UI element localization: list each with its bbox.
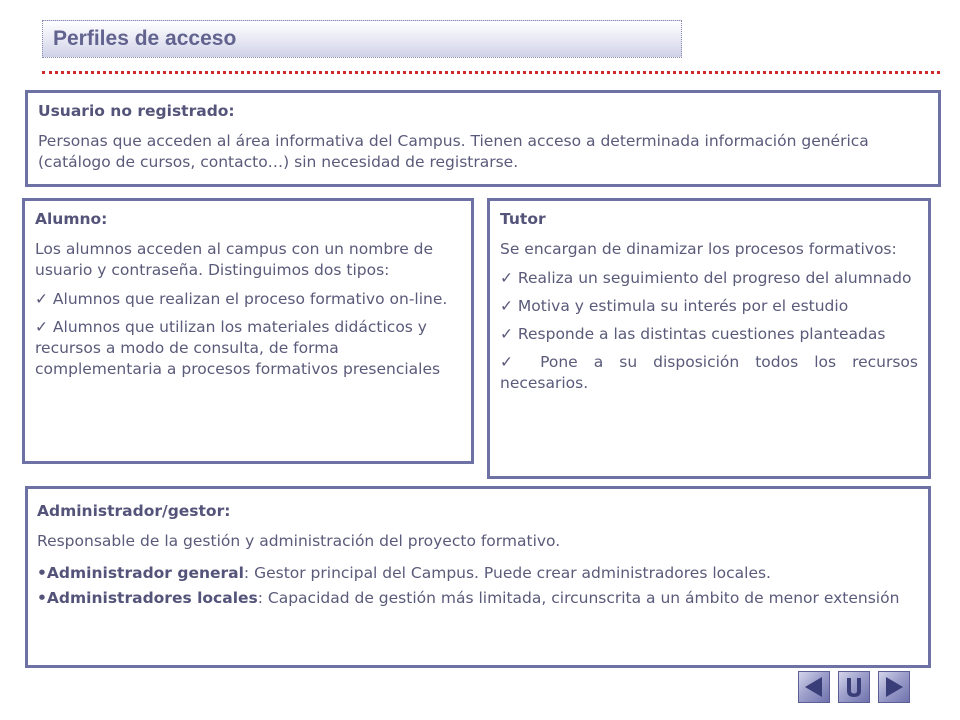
alumno-intro: Los alumnos acceden al campus con un nombre de usuario y contraseña. Distinguimos dos tipos: <box>35 240 434 279</box>
title-bar <box>42 20 682 58</box>
previous-button[interactable] <box>798 671 830 703</box>
admin-item-desc: : Capacidad de gestión más limitada, circunscrita a un ámbito de menor extensión <box>257 589 900 607</box>
usuario-heading: Usuario no registrado: <box>38 102 235 120</box>
triangle-right-icon <box>879 672 909 702</box>
bullet-dot: • <box>37 589 47 607</box>
alumno-heading: Alumno: <box>35 210 108 228</box>
title-divider <box>42 71 940 74</box>
admin-item-term: Administrador general <box>46 564 244 582</box>
triangle-left-icon <box>799 672 829 702</box>
home-button[interactable] <box>838 671 870 703</box>
alumno-item: ✓ Alumnos que utilizan los materiales didácticos y recursos a modo de consulta, de forma complementaria a procesos formativos presenciales <box>35 318 441 378</box>
admin-item-general <box>37 563 919 584</box>
home-u-icon <box>839 672 869 702</box>
tutor-item: ✓ Realiza un seguimiento del progreso del alumnado <box>500 269 912 287</box>
admin-item-term: Administradores locales <box>46 589 258 607</box>
tutor-item: ✓ Responde a las distintas cuestiones planteadas <box>500 325 886 343</box>
alumno-box <box>22 198 474 464</box>
admin-item-desc: : Gestor principal del Campus. Puede crear administradores locales. <box>243 564 771 582</box>
usuario-text: Personas que acceden al área informativa del Campus. Tienen acceso a determinada información genérica (catálogo de cursos, contacto…) sin necesidad de registrarse. <box>38 132 869 171</box>
tutor-box <box>487 198 931 479</box>
admin-item-locales <box>37 588 919 609</box>
tutor-heading: Tutor <box>500 210 546 228</box>
alumno-item: ✓ Alumnos que realizan el proceso formativo on-line. <box>35 290 448 308</box>
admin-heading: Administrador/gestor: <box>37 502 231 520</box>
administrador-box <box>25 486 931 668</box>
tutor-item: ✓ Pone a su disposición todos los recursos necesarios. <box>500 353 918 392</box>
usuario-no-registrado-box <box>25 90 941 187</box>
tutor-intro: Se encargan de dinamizar los procesos formativos: <box>500 240 897 258</box>
bullet-dot: • <box>37 564 47 582</box>
admin-intro: Responsable de la gestión y administración del proyecto formativo. <box>37 532 561 550</box>
next-button[interactable] <box>878 671 910 703</box>
tutor-item: ✓ Motiva y estimula su interés por el estudio <box>500 297 849 315</box>
page-title: Perfiles de acceso <box>53 27 237 50</box>
